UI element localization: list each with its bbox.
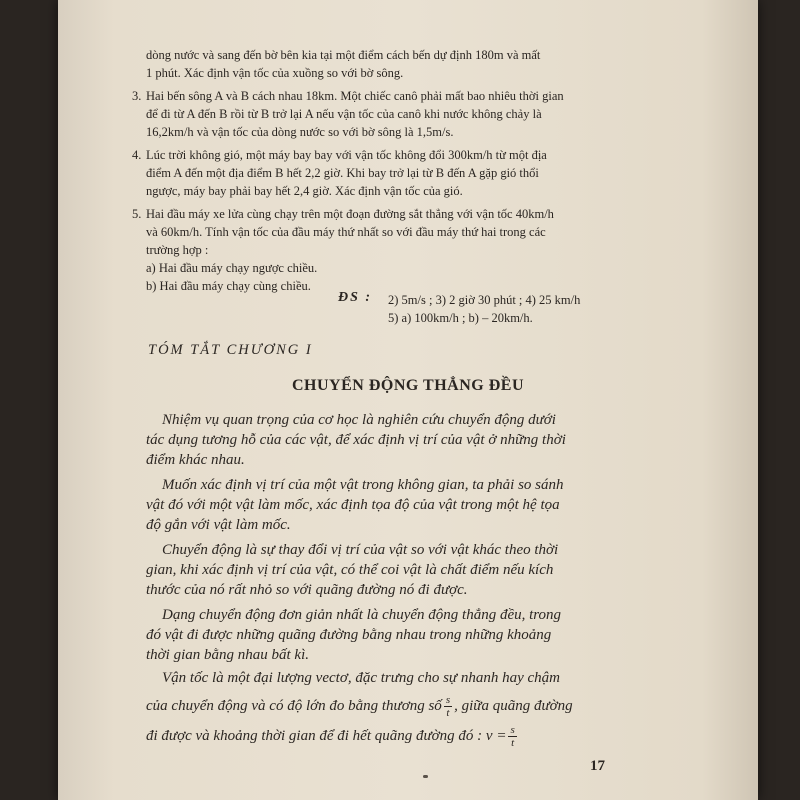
text-span: của chuyển động và có độ lớn đo bằng thương số (146, 697, 442, 714)
text-line: dòng nước và sang đến bờ bên kia tại một điểm cách bến dự định 180m và mất (146, 48, 541, 62)
chapter-heading: TÓM TẮT CHƯƠNG I (148, 342, 313, 358)
fraction-denominator: t (446, 707, 450, 719)
text-line: a) Hai đầu máy chạy ngược chiều. (146, 261, 318, 275)
fraction-numerator: s (445, 694, 451, 706)
text-span: đi được và khoảng thời gian để đi hết quãng đường đó : v = (146, 727, 507, 744)
paragraph-line: Muốn xác định vị trí của một vật trong không gian, ta phải so sánh (162, 477, 564, 493)
paragraph-line: điểm khác nhau. (146, 452, 245, 468)
paragraph-line: gian, khi xác định vị trí của vật, có thể coi vật là chất điểm nếu kích (146, 562, 554, 578)
paragraph-line (146, 694, 573, 719)
text-line: để đi từ A đến B rồi từ B trở lại A nếu vận tốc của canô khi nước không chảy là (146, 107, 542, 121)
fraction-numerator: s (510, 724, 515, 736)
paragraph-line: Dạng chuyển động đơn giản nhất là chuyển động thẳng đều, trong (162, 607, 562, 623)
text-line: Hai bến sông A và B cách nhau 18km. Một chiếc canô phải mất bao nhiêu thời gian (146, 89, 564, 103)
text-line: 1 phút. Xác định vận tốc của xuồng so với bờ sông. (146, 66, 404, 80)
text-line: 16,2km/h và vận tốc của dòng nước so với bờ sông là 1,5m/s. (146, 125, 454, 139)
text-line: b) Hai đầu máy chạy cùng chiều. (146, 279, 311, 293)
text-line: Hai đầu máy xe lửa cùng chạy trên một đoạn đường sắt thẳng với vận tốc 40km/h (146, 207, 554, 221)
print-speck (423, 775, 428, 778)
text-line: Lúc trời không gió, một máy bay bay với vận tốc không đổi 300km/h từ một địa (146, 148, 547, 162)
paragraph-line: vật đó với một vật làm mốc, xác định tọa độ của vật trong một hệ tọa (146, 497, 560, 513)
section-title: CHUYỂN ĐỘNG THẲNG ĐỀU (292, 377, 524, 394)
paragraph-line: thước của nó rất nhỏ so với quãng đường nó đi được. (146, 582, 468, 598)
exercise-number: 5. (132, 207, 142, 221)
velocity-formula-fraction (508, 724, 516, 749)
text-line: điểm A đến một địa điểm B hết 2,2 giờ. Khi bay trở lại từ B đến A gặp gió thổi (146, 166, 539, 180)
answers-label: ĐS : (338, 290, 373, 305)
book-page (58, 0, 758, 800)
paragraph-line: Vận tốc là một đại lượng vectơ, đặc trưng cho sự nhanh hay chậm (162, 670, 560, 686)
paragraph-line: đó vật đi được những quãng đường bằng nhau trong những khoảng (146, 627, 552, 643)
exercise-number: 3. (132, 89, 142, 103)
paragraph-line: Chuyển động là sự thay đổi vị trí của vật so với vật khác theo thời (162, 542, 559, 558)
paragraph-line: Nhiệm vụ quan trọng của cơ học là nghiên cứu chuyển động dưới (162, 412, 556, 428)
page-number: 17 (590, 758, 605, 774)
paragraph-line (146, 724, 519, 749)
answers-line: 2) 5m/s ; 3) 2 giờ 30 phút ; 4) 25 km/h (388, 293, 581, 307)
text-span: , giữa quãng đường (454, 697, 573, 714)
paragraph-line: tác dụng tương hỗ của các vật, để xác định vị trí của vật ở những thời (146, 432, 566, 448)
text-line: trường hợp : (146, 243, 209, 257)
text-line: ngược, máy bay phải bay hết 2,4 giờ. Xác định vận tốc của gió. (146, 184, 463, 198)
fraction-denominator: t (511, 737, 515, 749)
paragraph-line: thời gian bằng nhau bất kì. (146, 647, 310, 663)
paragraph-line: độ gắn với vật làm mốc. (146, 517, 291, 533)
fraction-s-over-t (444, 694, 452, 719)
text-line: và 60km/h. Tính vận tốc của đầu máy thứ nhất so với đầu máy thứ hai trong các (146, 225, 546, 239)
answers-line: 5) a) 100km/h ; b) – 20km/h. (388, 311, 533, 325)
exercise-number: 4. (132, 148, 142, 162)
